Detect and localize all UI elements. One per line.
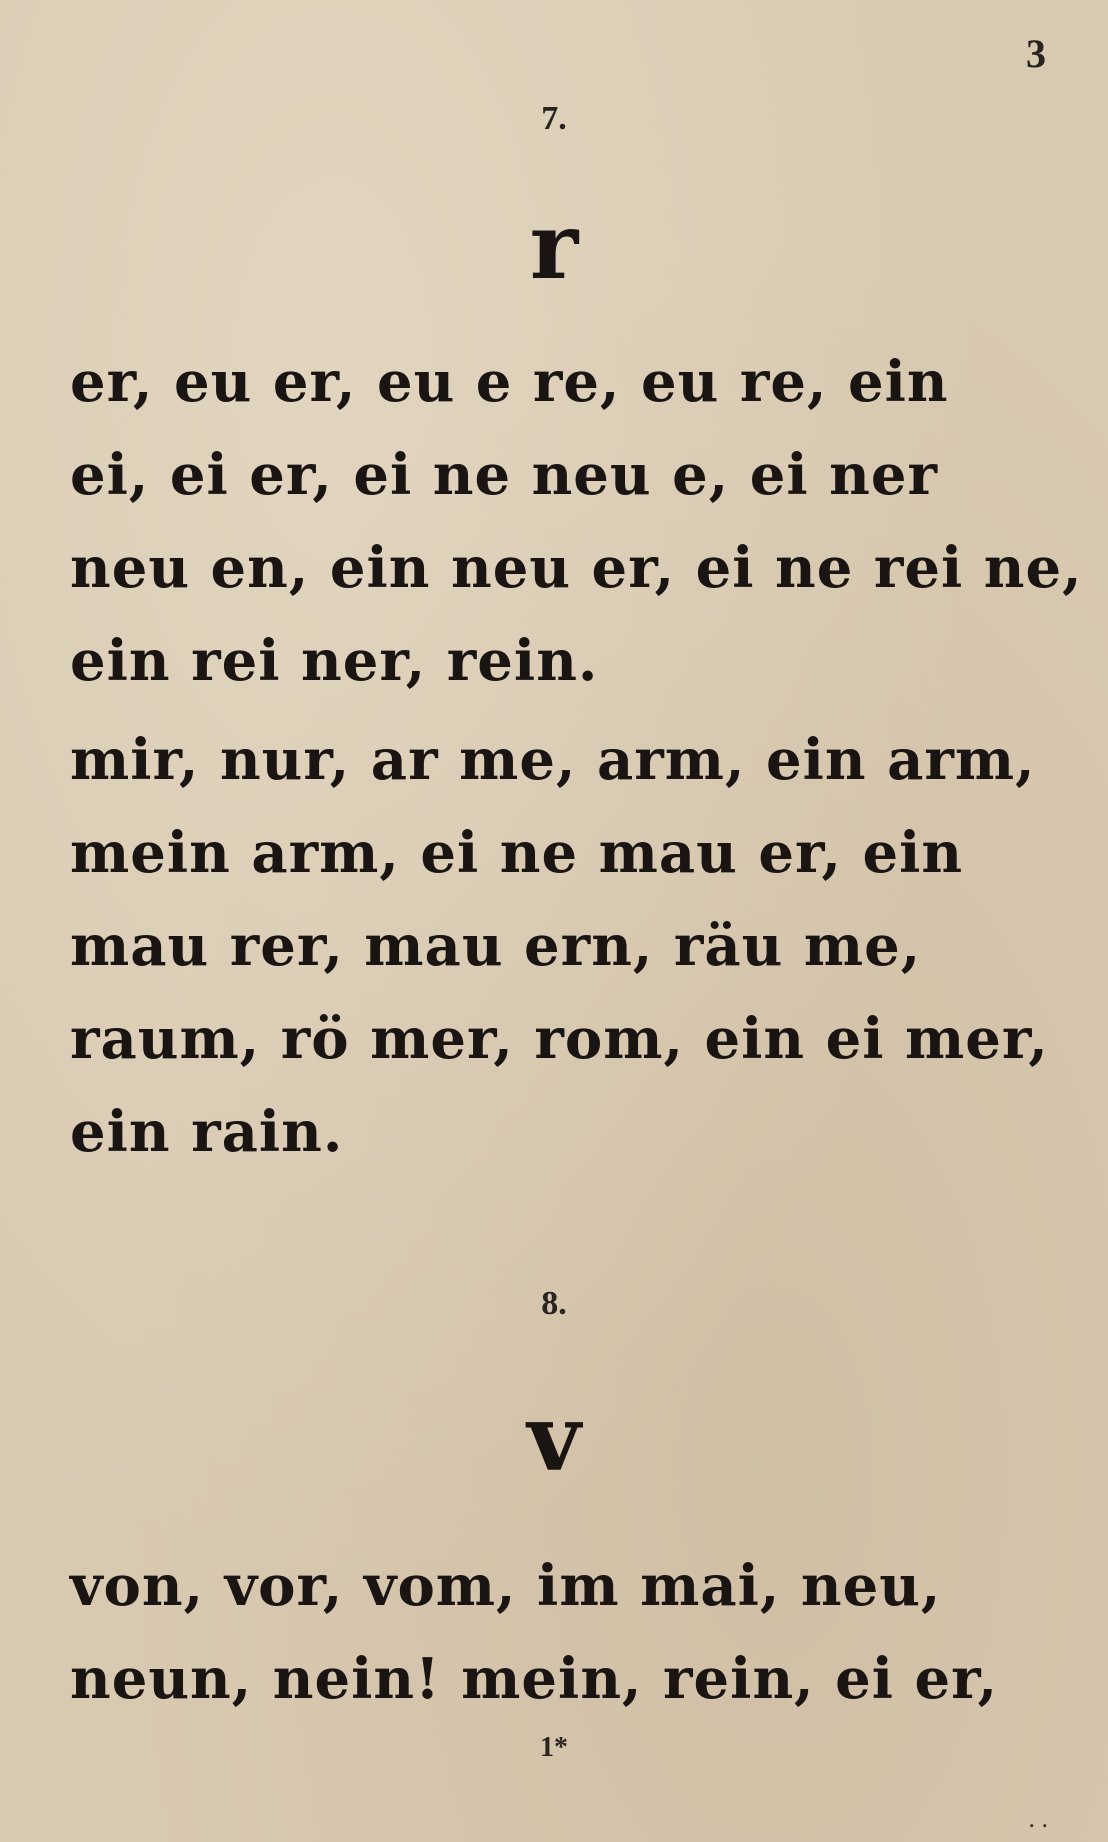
section-7-paragraph-2 [70,714,1050,1179]
section-8-paragraph-1 [70,1540,1050,1726]
text-line: mein arm, ei ne mau er, ein [70,820,964,886]
section-7-number: 7. [541,100,567,137]
text-line: ein rain. [70,1099,344,1165]
text-line: mir, nur, ar me, arm, ein arm, [70,727,1036,793]
text-line: neu en, ein neu er, ei ne rei ne, [70,535,1083,601]
section-8-letter: v [527,1384,581,1492]
text-line: mau rer, mau ern, räu me, [70,913,922,979]
text-line: er, eu er, eu e re, eu re, ein [70,349,949,415]
page-number: 3 [1026,31,1046,76]
text-line: raum, rö mer, rom, ein ei mer, [70,1006,1049,1072]
text-line: ei, ei er, ei ne neu e, ei ner [70,442,939,508]
section-7-letter: r [529,192,579,300]
section-7-paragraph-1 [70,336,1083,708]
section-8-number: 8. [541,1285,567,1322]
stray-marks: . . [1028,1804,1048,1833]
text-line: neun, nein! mein, rein, ei er, [70,1646,999,1712]
text-line: ein rei ner, rein. [70,628,599,694]
printer-signature-mark: 1* [540,1732,568,1763]
text-line: von, vor, vom, im mai, neu, [70,1553,942,1619]
